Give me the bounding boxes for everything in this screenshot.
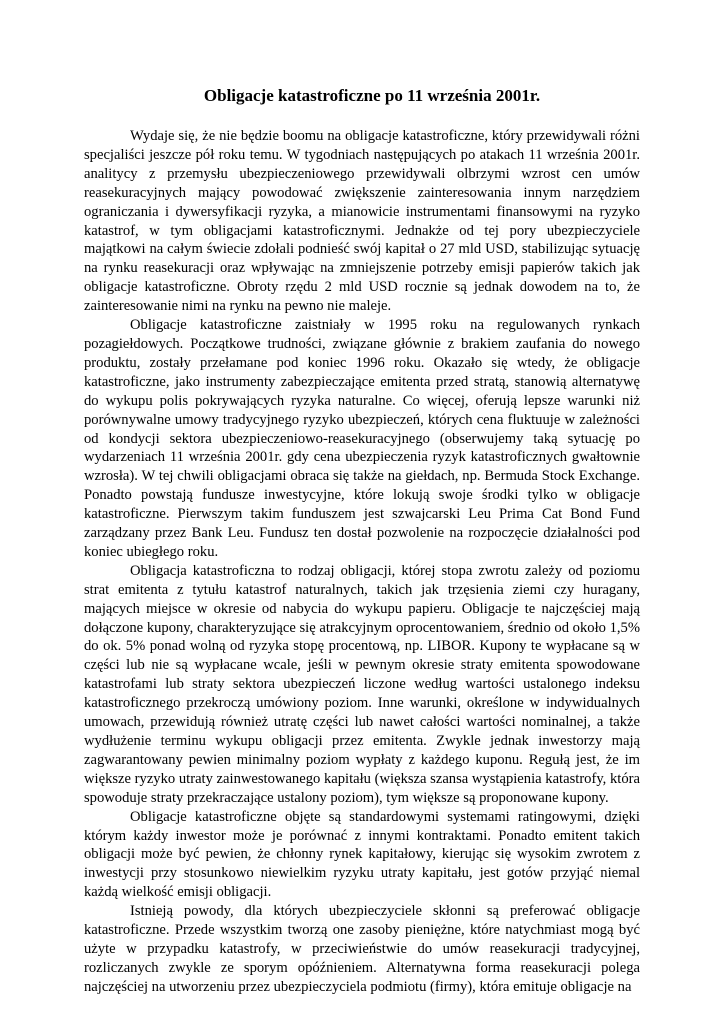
document-body xyxy=(84,127,640,997)
paragraph-3: Obligacja katastroficzna to rodzaj obligacji, której stopa zwrotu zależy od poziomu strat emitenta z tytułu katastrof naturalnych, takich jak trzęsienia ziemi czy huragany, mających miejsce w okresie od nabycia do wykupu papieru. Obligacje te najczęściej mają dołączone kupony, charakteryzujące się atrakcyjnym oprocentowaniem, średnio od około 1,5% do ok. 5% ponad wolną od ryzyka stopę procentową, np. LIBOR. Kupony te wypłacane są w części lub nie są wypłacane wcale, jeśli w pewnym okresie straty emitenta spowodowane katastrofami lub straty sektora ubezpieczeń liczone według wartości ustalonego indeksu katastroficznego przekroczą umówiony poziom. Inne warunki, określone w indywidualnych umowach, przewidują również utratę części lub nawet całości wartości nominalnej, a także wydłużenie terminu wykupu obligacji przez emitenta. Zwykle jednak inwestorzy mają zagwarantowany pewien minimalny poziom wypłaty z każdego kuponu. Regułą jest, że im większe ryzyko utraty zainwestowanego kapitału (większa szansa wystąpienia katastrofy, która spowoduje straty przekraczające ustalony poziom), tym większe są proponowane kupony. xyxy=(84,562,640,806)
paragraph-2: Obligacje katastroficzne zaistniały w 1995 roku na regulowanych rynkach pozagiełdowych. Początkowe trudności, związane głównie z brakiem zaufania do nowego produktu, zostały przełamane pod koniec 1996 roku. Okazało się wtedy, że obligacje katastroficzne, jako instrumenty zabezpieczające emitenta przed stratą, stanowią alternatywę do wykupu polis pokrywających ryzyka naturalne. Co więcej, oferują lepsze warunki niż porównywalne umowy tradycyjnego ryzyko ubezpieczeń, których cena fluktuuje w zależności od kondycji sektora ubezpieczeniowo-reasekuracyjnego (obserwujemy taką sytuację po wydarzeniach 11 września 2001r. gdy cena ubezpieczenia ryzyk katastroficznych gwałtownie wzrosła). W tej chwili obligacjami obraca się także na giełdach, np. Bermuda Stock Exchange. Ponadto powstają fundusze inwestycyjne, które lokują swoje środki tylko w obligacje katastroficzne. Pierwszym takim funduszem jest szwajcarski Leu Prima Cat Bond Fund zarządzany przez Bank Leu. Fundusz ten dostał pozwolenie na rozpoczęcie działalności pod koniec ubiegłego roku. xyxy=(84,317,640,560)
document-title: Obligacje katastroficzne po 11 września 2001r. xyxy=(203,86,541,105)
paragraph-4: Obligacje katastroficzne objęte są standardowymi systemami ratingowymi, dzięki którym każdy inwestor może je porównać z innymi kontraktami. Ponadto emitent takich obligacji może być pewien, że chłonny rynek kapitałowy, kierując się wysokim zwrotem z inwestycji przy stosunkowo niewielkim ryzyku utraty kapitału, jest gotów przyjąć niemal każdą wielkość emisji obligacji. xyxy=(84,808,640,901)
paragraph-1: Wydaje się, że nie będzie boomu na obligacje katastroficzne, który przewidywali różni specjaliści jeszcze pół roku temu. W tygodniach następujących po atakach 11 września 2001r. analitycy z przemysłu ubezpieczeniowego przewidywali olbrzymi wzrost cen umów reasekuracyjnych mający powodować zwiększenie zainteresowania innym narzędziem ograniczania i dywersyfikacji ryzyka, a mianowicie instrumentami finansowymi na ryzyko katastrof, w tym obligacjami katastroficznymi. Jednakże od tej pory ubezpieczyciele majątkowi na całym świecie zdołali podnieść swój kapitał o 27 mld USD, stabilizując sytuację na rynku reasekuracji oraz wpływając na zmniejszenie potrzeby emisji papierów takich jak obligacje katastroficzne. Obroty rzędu 2 mld USD rocznie są jednak dowodem na to, że zainteresowanie nimi na rynku na pewno nie maleje. xyxy=(84,128,640,315)
paragraph-5: Istnieją powody, dla których ubezpieczyciele skłonni są preferować obligacje katastroficzne. Przede wszystkim tworzą one zasoby pieniężne, które natychmiast mogą być użyte w przypadku katastrofy, w przeciwieństwie do umów reasekuracji tradycyjnej, rozliczanych zwykle ze sporym opóźnieniem. Alternatywna forma reasekuracji polega najczęściej na utworzeniu przez ubezpieczyciela podmiotu (firmy), która emituje obligacje na xyxy=(84,903,640,995)
